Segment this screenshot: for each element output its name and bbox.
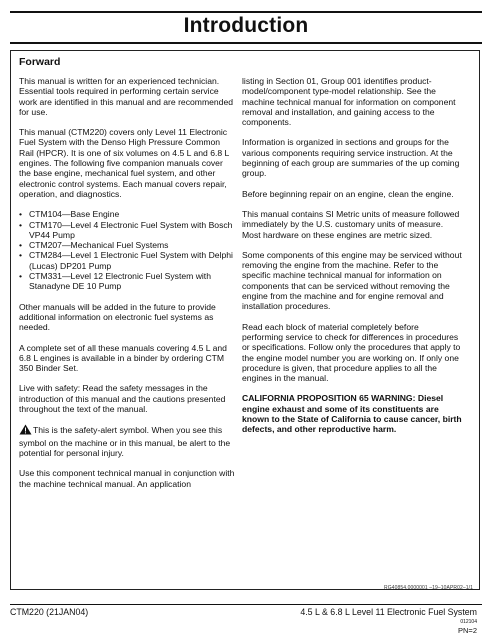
bullet-glyph: • bbox=[19, 271, 23, 282]
safety-alert-paragraph: This is the safety-alert symbol. When you see this symbol on the machine or in this manual, be alert to the potential for personal injury. bbox=[19, 425, 231, 458]
footer-rule bbox=[10, 604, 482, 605]
companion-manual-list bbox=[19, 209, 235, 291]
bullet-glyph: • bbox=[19, 209, 23, 220]
paragraph: Use this component technical manual in conjunction with the machine technical manual. An application bbox=[19, 468, 235, 489]
paragraph: A complete set of all these manuals covering 4.5 L and 6.8 L engines is available in a binder by ordering CTM 350 Binder Set. bbox=[19, 342, 227, 374]
bullet-glyph: • bbox=[19, 219, 23, 230]
left-column bbox=[19, 76, 235, 499]
right-column bbox=[242, 76, 462, 445]
paragraph: Information is organized in sections and groups for the various components requiring service instruction. At the beginning of each group are summaries of the up coming group. bbox=[242, 137, 460, 179]
title-bottom-rule bbox=[10, 42, 482, 44]
list-item: • CTM104—Base Engine bbox=[19, 209, 120, 220]
page-title: Introduction bbox=[183, 14, 309, 37]
reference-code: RG40854,0000001 –19–10APR02–1/1 bbox=[383, 585, 473, 591]
safety-alert-icon bbox=[19, 424, 32, 437]
footer-date-code: 012104 bbox=[460, 619, 477, 625]
paragraph: listing in Section 01, Group 001 identifies product-model/component type-model relationship. See the machine technical manual for information on component removal and installation, and gaining access to the components. bbox=[242, 76, 456, 128]
bullet-glyph: • bbox=[19, 250, 23, 261]
list-item: • CTM331—Level 12 Electronic Fuel System with Stanadyne DE 10 Pump bbox=[19, 271, 211, 292]
paragraph: Some components of this engine may be serviced without removing the engine from the machine. Refer to the specific machine technical manual for information on components that can be serviced without removing the engine from the machine and for engine removal and installation procedures. bbox=[242, 249, 462, 312]
bullet-glyph: • bbox=[19, 240, 23, 251]
footer-manual-code: CTM220 (21JAN04) bbox=[10, 607, 89, 617]
paragraph: This manual (CTM220) covers only Level 11 Electronic Fuel System with the Denso High Pressure Common Rail (HPCR). It is one of six volumes on 4.5 L and 6.8 L engines. The following five companion manuals cover the base engine, mechanical fuel system, and other electronic control systems. Each manual covers repair, operation, and diagnostics. bbox=[19, 127, 230, 199]
list-item: • CTM284—Level 1 Electronic Fuel System with Delphi (Lucas) DP201 Pump bbox=[19, 250, 233, 271]
footer-manual-title: 4.5 L & 6.8 L Level 11 Electronic Fuel System bbox=[300, 607, 477, 617]
paragraph: Read each block of material completely before performing service to check for differences in procedures or specifications. Follow only the procedures that apply to the engine model number you are working on. If only one procedure is given, that procedure applies to all the engines in the manual. bbox=[242, 321, 461, 384]
paragraph: This manual is written for an experienced technician. Essential tools required in performing certain service work are identified in this manual and are recommended for use. bbox=[19, 76, 234, 117]
paragraph: Before beginning repair on an engine, clean the engine. bbox=[242, 188, 454, 199]
paragraph: Live with safety: Read the safety messages in the introduction of this manual and the cautions presented throughout the text of the manual. bbox=[19, 383, 226, 415]
section-heading: Forward bbox=[19, 56, 61, 68]
page-number: PN=2 bbox=[458, 626, 477, 635]
paragraph: Other manuals will be added in the future to provide additional information on electronic fuel systems as needed. bbox=[19, 301, 216, 333]
paragraph: This manual contains SI Metric units of measure followed immediately by the U.S. customary units of measure. Most hardware on these engines are metric sized. bbox=[242, 208, 460, 240]
list-item: • CTM170—Level 4 Electronic Fuel System with Bosch VP44 Pump bbox=[19, 219, 233, 240]
prop65-warning: CALIFORNIA PROPOSITION 65 WARNING: Diesel engine exhaust and some of its constituents are known to the State of California to cause cancer, birth defects, and other reproductive harm. bbox=[242, 393, 462, 435]
list-item: • CTM207—Mechanical Fuel Systems bbox=[19, 240, 169, 251]
